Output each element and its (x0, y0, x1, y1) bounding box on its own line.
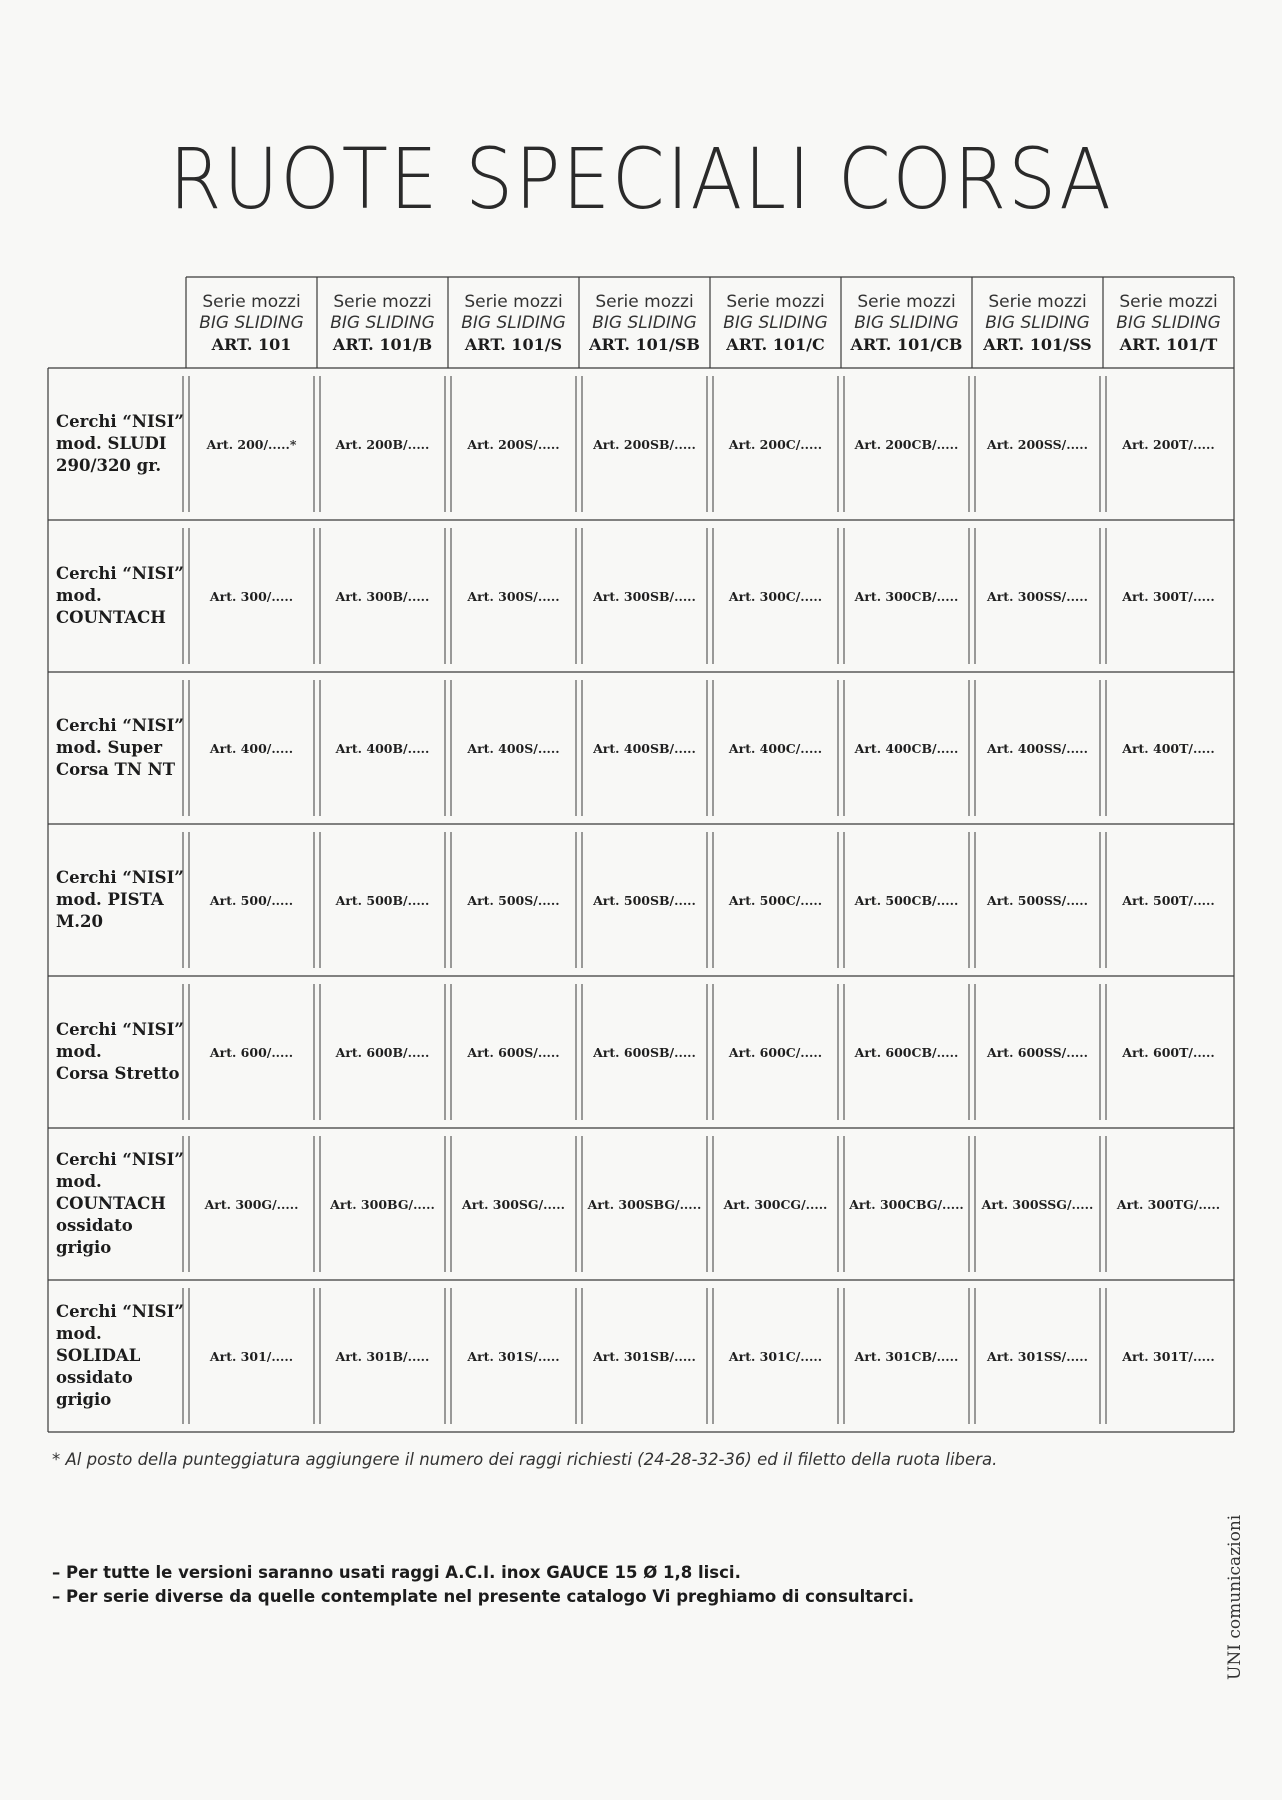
table-cell: Art. 400C/..... (728, 740, 823, 756)
column-header-art: ART. 101/CB (850, 334, 963, 354)
table-cell: Art. 300T/..... (1122, 588, 1215, 604)
column-header (710, 278, 841, 368)
table-cell: Art. 200SS/..... (987, 436, 1088, 452)
row-label-line: M.20 (56, 912, 103, 931)
table-cell: Art. 600B/..... (335, 1044, 430, 1060)
row-label-line: ossidato (56, 1368, 133, 1387)
table-cell: Art. 500SB/..... (593, 892, 696, 908)
column-header-line: Serie mozzi (988, 291, 1087, 312)
column-header-line: Serie mozzi (1119, 291, 1218, 312)
table-cell: Art. 301CB/..... (854, 1348, 959, 1364)
table-cell: Art. 400B/..... (335, 740, 430, 756)
row-label-line: ossidato (56, 1216, 133, 1235)
footnote: * Al posto della punteggiatura aggiungere il numero dei raggi richiesti (24-28-32-36) ed il filetto della ruota libera. (52, 1450, 998, 1469)
column-header (448, 278, 579, 368)
table-cell: Art. 400S/..... (467, 740, 560, 756)
row-label-line: Cerchi “NISI” (56, 868, 184, 887)
column-header-line: Serie mozzi (333, 291, 432, 312)
column-header-line: Serie mozzi (202, 291, 301, 312)
row-label-line: grigio (56, 1390, 112, 1409)
row-label (56, 976, 186, 1128)
row-label (56, 520, 186, 672)
column-header (841, 278, 972, 368)
row-label-line: mod. (56, 1172, 102, 1191)
row-label-line: Cerchi “NISI” (56, 412, 184, 431)
row-label (56, 1280, 186, 1432)
table-cell: Art. 600C/..... (728, 1044, 823, 1060)
table-cell: Art. 200B/..... (335, 436, 430, 452)
column-header-line: BIG SLIDING (1116, 312, 1221, 333)
row-label-line: grigio (56, 1238, 112, 1257)
column-header (317, 278, 448, 368)
table-cell: Art. 200S/..... (467, 436, 560, 452)
table-cell: Art. 300SBG/..... (587, 1196, 702, 1212)
row-label-line: mod. (56, 586, 102, 605)
table-cell: Art. 300CB/..... (854, 588, 959, 604)
row-label-line: mod. (56, 1324, 102, 1343)
column-header-line: Serie mozzi (595, 291, 694, 312)
row-label-line: mod. PISTA (56, 890, 164, 909)
column-header-line: BIG SLIDING (723, 312, 828, 333)
table-cell: Art. 600SS/..... (987, 1044, 1088, 1060)
row-label-line: Corsa Stretto (56, 1064, 180, 1083)
table-cell: Art. 400T/..... (1122, 740, 1215, 756)
table-cell: Art. 300SG/..... (462, 1196, 565, 1212)
row-label-line: 290/320 gr. (56, 456, 162, 475)
table-cell: Art. 300/..... (209, 588, 294, 604)
table-cell: Art. 300CBG/..... (849, 1196, 964, 1212)
row-label-line: Cerchi “NISI” (56, 1020, 184, 1039)
column-header-art: ART. 101/SB (589, 334, 700, 354)
column-header (1103, 278, 1234, 368)
row-label-line: Cerchi “NISI” (56, 716, 184, 735)
column-header-line: Serie mozzi (857, 291, 956, 312)
table-cell: Art. 300SSG/..... (981, 1196, 1094, 1212)
table-cell: Art. 301C/..... (728, 1348, 823, 1364)
note-line: – Per tutte le versioni saranno usati raggi A.C.I. inox GAUCE 15 Ø 1,8 lisci. (52, 1563, 741, 1582)
table-cell: Art. 500CB/..... (854, 892, 959, 908)
column-header (186, 278, 317, 368)
column-header-art: ART. 101 (211, 334, 292, 354)
row-label-line: COUNTACH (56, 608, 166, 627)
table-cell: Art. 500T/..... (1122, 892, 1215, 908)
column-header-art: ART. 101/S (464, 334, 563, 354)
table-cell: Art. 500B/..... (335, 892, 430, 908)
table-cell: Art. 300S/..... (467, 588, 560, 604)
table-cell: Art. 500S/..... (467, 892, 560, 908)
table-cell: Art. 600/..... (209, 1044, 294, 1060)
row-label (56, 824, 186, 976)
table-cell: Art. 300G/..... (204, 1196, 299, 1212)
row-label-line: mod. SLUDI (56, 434, 167, 453)
table-cell: Art. 600CB/..... (854, 1044, 959, 1060)
page-title: RUOTE SPECIALI CORSA (168, 130, 1113, 228)
row-label (56, 368, 186, 520)
table-cell: Art. 200T/..... (1122, 436, 1215, 452)
row-label (56, 1128, 186, 1280)
row-label-line: Cerchi “NISI” (56, 1302, 184, 1321)
table-cell: Art. 600SB/..... (593, 1044, 696, 1060)
table-cell: Art. 200CB/..... (854, 436, 959, 452)
row-label-line: mod. (56, 1042, 102, 1061)
row-label-line: COUNTACH (56, 1194, 166, 1213)
column-header-line: BIG SLIDING (985, 312, 1090, 333)
table-cell: Art. 301B/..... (335, 1348, 430, 1364)
column-header-line: BIG SLIDING (199, 312, 304, 333)
row-label-line: Cerchi “NISI” (56, 1150, 184, 1169)
table-cell: Art. 200/.....* (206, 436, 297, 452)
table-cell: Art. 301/..... (209, 1348, 294, 1364)
column-header-line: Serie mozzi (726, 291, 825, 312)
table-cell: Art. 300CG/..... (723, 1196, 828, 1212)
table-cell: Art. 500C/..... (728, 892, 823, 908)
column-header-line: BIG SLIDING (592, 312, 697, 333)
row-label-line: Cerchi “NISI” (56, 564, 184, 583)
table-cell: Art. 301SS/..... (987, 1348, 1088, 1364)
table-cell: Art. 400SS/..... (987, 740, 1088, 756)
table-cell: Art. 300C/..... (728, 588, 823, 604)
table-cell: Art. 301T/..... (1122, 1348, 1215, 1364)
column-header (972, 278, 1103, 368)
notes (52, 1561, 1202, 1609)
table-cell: Art. 400CB/..... (854, 740, 959, 756)
table-cell: Art. 300B/..... (335, 588, 430, 604)
row-label-line: Corsa TN NT (56, 760, 176, 779)
table-cell: Art. 200C/..... (728, 436, 823, 452)
credit: UNI comunicazioni (1225, 1514, 1245, 1680)
table-cell: Art. 300TG/..... (1116, 1196, 1221, 1212)
table-cell: Art. 301SB/..... (593, 1348, 696, 1364)
table-cell: Art. 300BG/..... (330, 1196, 435, 1212)
note-line: – Per serie diverse da quelle contemplate nel presente catalogo Vi preghiamo di consultarci. (52, 1587, 915, 1606)
row-label-line: SOLIDAL (56, 1346, 141, 1365)
table-cell: Art. 600T/..... (1122, 1044, 1215, 1060)
table-cell: Art. 301S/..... (467, 1348, 560, 1364)
column-header (579, 278, 710, 368)
row-label-line: mod. Super (56, 738, 163, 757)
table-cell: Art. 500SS/..... (987, 892, 1088, 908)
column-header-line: Serie mozzi (464, 291, 563, 312)
column-header-line: BIG SLIDING (461, 312, 566, 333)
table-cell: Art. 200SB/..... (593, 436, 696, 452)
table-cell: Art. 500/..... (209, 892, 294, 908)
row-label (56, 672, 186, 824)
column-header-art: ART. 101/SS (983, 334, 1092, 354)
column-header-line: BIG SLIDING (854, 312, 959, 333)
table-cell: Art. 300SS/..... (987, 588, 1088, 604)
table-cell: Art. 400SB/..... (593, 740, 696, 756)
table-cell: Art. 600S/..... (467, 1044, 560, 1060)
table-cell: Art. 300SB/..... (593, 588, 696, 604)
column-header-art: ART. 101/B (332, 334, 433, 354)
column-header-line: BIG SLIDING (330, 312, 435, 333)
column-header-art: ART. 101/T (1119, 334, 1218, 354)
column-header-art: ART. 101/C (726, 334, 825, 354)
table-cell: Art. 400/..... (209, 740, 294, 756)
